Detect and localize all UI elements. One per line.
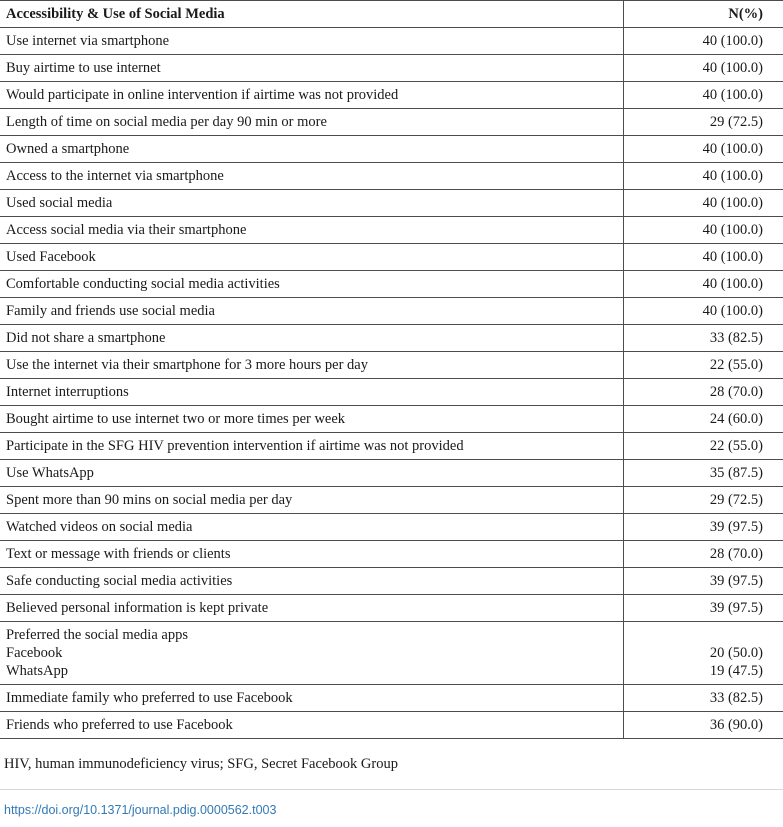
row-value: 39 (97.5)	[623, 595, 783, 621]
table-row	[0, 541, 783, 568]
row-label: Safe conducting social media activities	[6, 573, 233, 589]
row-label: Immediate family who preferred to use Facebook	[6, 690, 293, 706]
row-label: Access to the internet via smartphone	[6, 168, 224, 184]
table-row	[0, 28, 783, 55]
row-label: Text or message with friends or clients	[6, 546, 231, 562]
column-header-accessibility: Accessibility & Use of Social Media	[6, 6, 225, 22]
row-label: Use WhatsApp	[6, 465, 94, 481]
row-label-line: WhatsApp	[6, 663, 69, 679]
row-label: Did not share a smartphone	[6, 330, 166, 346]
doi-row	[0, 790, 783, 827]
row-value: 40 (100.0)	[623, 82, 783, 108]
row-label: Comfortable conducting social media activities	[6, 276, 280, 292]
row-label: Access social media via their smartphone	[6, 222, 247, 238]
table-row	[0, 685, 783, 712]
table-row	[0, 55, 783, 82]
table-row	[0, 460, 783, 487]
row-value: 40 (100.0)	[623, 163, 783, 189]
row-value: 35 (87.5)	[623, 460, 783, 486]
row-value: 40 (100.0)	[623, 136, 783, 162]
table-row	[0, 298, 783, 325]
row-value: 40 (100.0)	[623, 28, 783, 54]
table-row	[0, 406, 783, 433]
row-value: 39 (97.5)	[623, 568, 783, 594]
row-value: 22 (55.0)	[623, 433, 783, 459]
table-row	[0, 712, 783, 739]
doi-link[interactable]: https://doi.org/10.1371/journal.pdig.0000562.t003	[4, 803, 277, 817]
row-label: Family and friends use social media	[6, 303, 215, 319]
row-value: 29 (72.5)	[623, 109, 783, 135]
row-value: 40 (100.0)	[623, 190, 783, 216]
table-row	[0, 622, 783, 685]
row-value: 40 (100.0)	[623, 55, 783, 81]
row-label: Bought airtime to use internet two or more times per week	[6, 411, 346, 427]
table-row	[0, 568, 783, 595]
row-label: Used Facebook	[6, 249, 96, 265]
row-label: Friends who preferred to use Facebook	[6, 717, 233, 733]
row-value: 24 (60.0)	[623, 406, 783, 432]
row-label: Internet interruptions	[6, 384, 129, 400]
row-value-line: 19 (47.5)	[709, 663, 763, 679]
table-row	[0, 514, 783, 541]
column-header-n-percent: N(%)	[623, 1, 783, 27]
row-value	[623, 622, 783, 684]
table-row	[0, 271, 783, 298]
table-row	[0, 217, 783, 244]
row-label: Owned a smartphone	[6, 141, 130, 157]
row-label: Use the internet via their smartphone for 3 more hours per day	[6, 357, 368, 373]
row-label: Use internet via smartphone	[6, 33, 170, 49]
row-label-line: Preferred the social media apps	[6, 627, 188, 643]
row-label: Believed personal information is kept private	[6, 600, 269, 616]
row-value: 28 (70.0)	[623, 541, 783, 567]
table-row	[0, 163, 783, 190]
row-label: Would participate in online intervention if airtime was not provided	[6, 87, 399, 103]
table-row	[0, 595, 783, 622]
row-label-line: Facebook	[6, 645, 63, 661]
row-label	[0, 622, 623, 684]
row-value: 33 (82.5)	[623, 685, 783, 711]
table-row	[0, 487, 783, 514]
table-row	[0, 109, 783, 136]
row-value: 40 (100.0)	[623, 217, 783, 243]
row-label: Participate in the SFG HIV prevention intervention if airtime was not provided	[6, 438, 464, 454]
table-row	[0, 433, 783, 460]
row-value: 29 (72.5)	[623, 487, 783, 513]
row-label: Buy airtime to use internet	[6, 60, 161, 76]
table-row	[0, 379, 783, 406]
row-value: 28 (70.0)	[623, 379, 783, 405]
table-body	[0, 28, 783, 739]
table-row	[0, 244, 783, 271]
row-label: Used social media	[6, 195, 113, 211]
row-label: Spent more than 90 mins on social media per day	[6, 492, 293, 508]
row-value: 36 (90.0)	[623, 712, 783, 738]
row-value: 39 (97.5)	[623, 514, 783, 540]
row-value: 22 (55.0)	[623, 352, 783, 378]
row-value: 33 (82.5)	[623, 325, 783, 351]
row-value: 40 (100.0)	[623, 271, 783, 297]
row-label: Length of time on social media per day 90 min or more	[6, 114, 327, 130]
table-row	[0, 136, 783, 163]
table-header-row	[0, 1, 783, 28]
row-value-line: 20 (50.0)	[709, 645, 763, 661]
table-row	[0, 190, 783, 217]
table-row	[0, 325, 783, 352]
table-footnote: HIV, human immunodeficiency virus; SFG, Secret Facebook Group	[4, 756, 398, 772]
table-row	[0, 82, 783, 109]
row-value: 40 (100.0)	[623, 244, 783, 270]
row-value: 40 (100.0)	[623, 298, 783, 324]
row-label: Watched videos on social media	[6, 519, 193, 535]
table-row	[0, 352, 783, 379]
